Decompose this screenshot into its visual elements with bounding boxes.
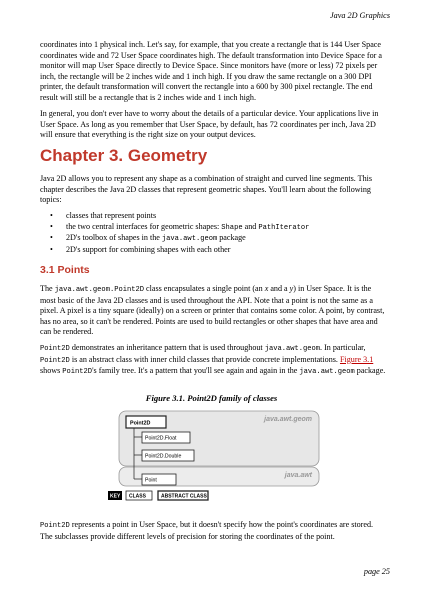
chapter-title: Chapter 3. Geometry [40,146,208,165]
figure-caption: Figure 3.1. Point2D family of classes [145,393,278,403]
class-diagram [102,410,322,503]
chapter-intro: Java 2D allows you to represent any shape as a combination of straight and curved line segments. This chapter describes the Java 2D classes that represent geometric shapes. You'll learn about the following topics: [40,174,373,205]
intro-paragraph-1: coordinates into 1 physical inch. Let's say, for example, that you create a rectangle that is 144 User Space coordinates wide and 72 User Space coordinates high. The default transformation into Device Space for a monitor will map User Space directly to Device Space. Since monitors have (more or less) 72 pixels per inch, the rectangle will be 2 inches wide and 1 inch high. If you draw the same rectangle on a 300 DPI printer, the default transformation will convert the rectangle into a 600 by 300 pixel rectangle. The end result will still be a rectangle that is 2 inches wide and 1 inch high. [40,40,382,102]
topic-item: • classes that represent points [40,211,386,222]
class-label-point2d-double: Point2D.Double [145,453,182,460]
topic-list [40,211,386,255]
class-label-point2d: Point2D [130,420,151,427]
package-awt-label: java.awt [284,472,312,479]
section-paragraph-1: The java.awt.geom.Point2D class encapsulates a single point (an x and a y) in User Space. It is the most basic of the Java 2D classes and is used throughout the API. Note that a point is not the same as a pixel. A pixel is a tiny square (ideally) on a screen or printer that contains some color. A point, by contrast, has no area, so it can't be rendered. Points are used to build rectangles or other shapes that have area and can be rendered. [40,284,385,337]
section-title: 3.1 Points [40,264,90,276]
intro-paragraph-2: In general, you don't ever have to worry about the details of a particular device. Your applications live in User Space. As long as you remember that User Space, by default, has 72 coordinates per inch, Java 2D will ensure that everything is the right size on your output devices. [40,109,379,140]
topic-item: • 2D's support for combining shapes with each other [40,245,386,256]
topic-item: • 2D's toolbox of shapes in the java.awt.geom package [40,233,386,245]
class-label-point2d-float: Point2D.Float [145,435,177,442]
package-geom-label: java.awt.geom [264,416,312,423]
page-number: page 25 [363,567,390,576]
running-header: Java 2D Graphics [329,11,390,20]
section-paragraph-2: Point2D demonstrates an inheritance pattern that is used throughout java.awt.geom. In particular, Point2D is an abstract class with inner child classes that provide concrete implementations. Figure 3.1 shows Point2D's family tree. It's a pattern that you'll see again and again in the java.awt.geom package. [40,343,386,377]
key-abstract-label: ABSTRACT CLASS [161,493,207,500]
figure-link[interactable]: Figure 3.1 [339,354,374,364]
class-label-point: Point [145,477,157,484]
topic-item: • the two central interfaces for geometric shapes: Shape and PathIterator [40,222,386,234]
section-paragraph-3: Point2D represents a point in User Space, but it doesn't specify how the point's coordinates are stored. The subclasses provide different levels of precision for storing the coordinates of the point. [40,520,374,541]
key-label: KEY [110,493,121,500]
key-class-label: CLASS [129,493,146,500]
